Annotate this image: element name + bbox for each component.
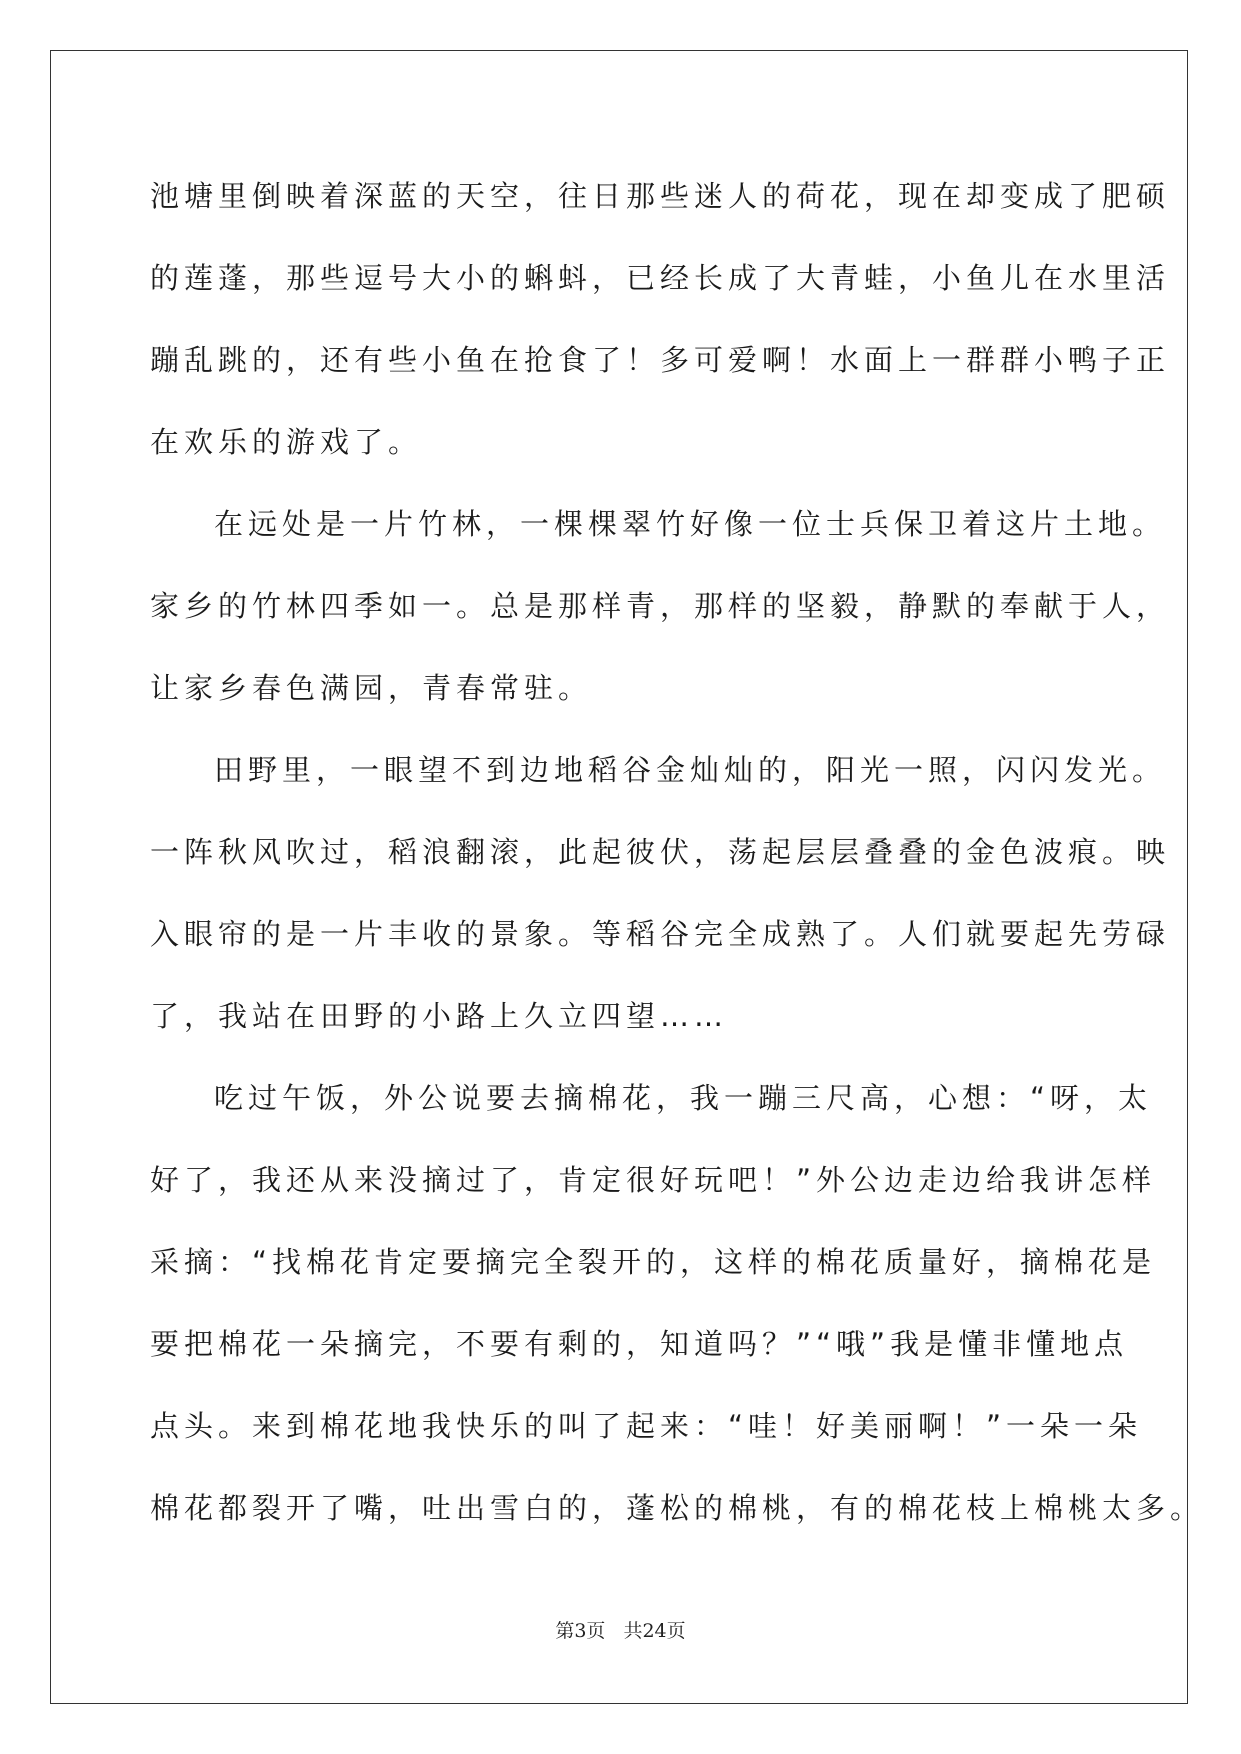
text-line: 好了，我还从来没摘过了，肯定很好玩吧！”外公边走边给我讲怎样	[150, 1163, 1157, 1197]
text-line: 家乡的竹林四季如一。总是那样青，那样的坚毅，静默的奉献于人，	[150, 589, 1171, 623]
text-line: 要把棉花一朵摘完，不要有剩的，知道吗？”“哦”我是懂非懂地点	[150, 1327, 1129, 1361]
text-line: 的莲蓬，那些逗号大小的蝌蚪，已经长成了大青蛙，小鱼儿在水里活	[150, 261, 1171, 295]
text-line: 采摘：“找棉花肯定要摘完全裂开的，这样的棉花质量好，摘棉花是	[150, 1245, 1157, 1279]
text-line: 入眼帘的是一片丰收的景象。等稻谷完全成熟了。人们就要起先劳碌	[150, 917, 1171, 951]
text-line: 点头。来到棉花地我快乐的叫了起来：“哇！好美丽啊！”一朵一朵	[150, 1409, 1143, 1443]
text-line: 在远处是一片竹林，一棵棵翠竹好像一位士兵保卫着这片土地。	[214, 507, 1167, 541]
paragraph-3	[150, 729, 1171, 1057]
page-number: 第3页	[555, 1620, 606, 1642]
page-footer	[0, 1616, 1241, 1643]
paragraph-1	[150, 155, 1171, 483]
text-line: 蹦乱跳的，还有些小鱼在抢食了！多可爱啊！水面上一群群小鸭子正	[150, 343, 1171, 377]
text-line: 在欢乐的游戏了。	[150, 425, 423, 459]
page-total: 共24页	[623, 1620, 686, 1642]
document-body	[150, 155, 1205, 1549]
text-line: 田野里，一眼望不到边地稻谷金灿灿的，阳光一照，闪闪发光。	[214, 753, 1167, 787]
text-line: 了，我站在田野的小路上久立四望……	[150, 999, 729, 1033]
paragraph-2	[150, 483, 1171, 729]
text-line: 一阵秋风吹过，稻浪翻滚，此起彼伏，荡起层层叠叠的金色波痕。映	[150, 835, 1171, 869]
text-line: 让家乡春色满园，青春常驻。	[150, 671, 593, 705]
paragraph-4	[150, 1057, 1205, 1549]
text-line: 棉花都裂开了嘴，吐出雪白的，蓬松的棉桃，有的棉花枝上棉桃太多。	[150, 1491, 1205, 1525]
text-line: 池塘里倒映着深蓝的天空，往日那些迷人的荷花，现在却变成了肥硕	[150, 179, 1171, 213]
text-line: 吃过午饭，外公说要去摘棉花，我一蹦三尺高，心想：“呀，太	[214, 1081, 1153, 1115]
